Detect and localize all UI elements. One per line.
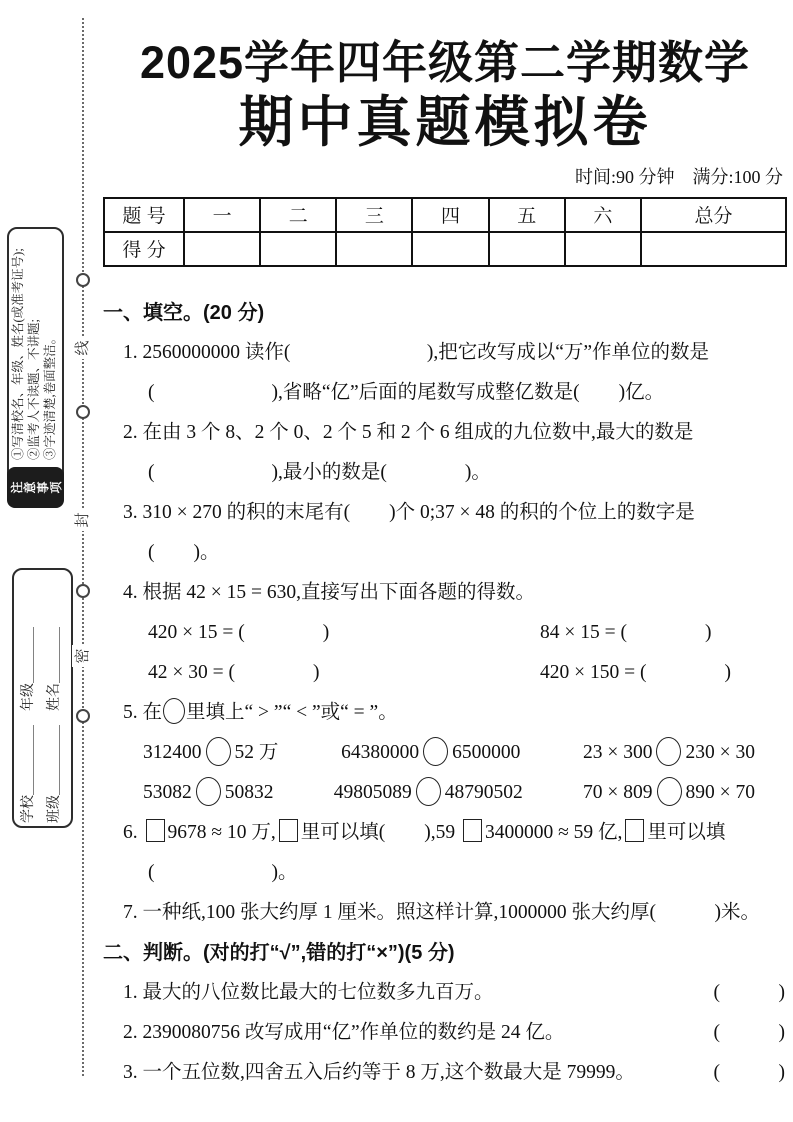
seal-char-feng: 封 (72, 509, 94, 531)
fill-q6-seg1: 6. (123, 821, 143, 843)
judge-q2 (103, 1013, 787, 1053)
fill-q5-row1 (103, 733, 787, 773)
exam-title-line2: 期中真题模拟卷 (238, 91, 652, 153)
notice-tab (7, 467, 64, 508)
notice-line-1: ①写清校名、年级、姓名(或准考证号); (11, 248, 25, 460)
compare-circle-icon (416, 777, 441, 806)
compare-right: 6500000 (452, 741, 521, 763)
score-header-cell: 三 (336, 198, 412, 232)
compare-right: 50832 (224, 781, 274, 803)
fill-q4-line1: 4. 根据 42 × 15 = 630,直接写出下面各题的得数。 (123, 581, 535, 603)
fill-q1-line1: 1. 2560000000 读作( ),把它改写成以“万”作单位的数是 (123, 341, 710, 363)
compare-circle-icon (163, 698, 185, 724)
fill-q6-seg5: 里可以填 (647, 821, 726, 843)
judge-q3 (103, 1053, 787, 1093)
notice-line-2: ②监考人不读题、不讲题; (27, 319, 41, 460)
fill-q4-item2: 84 × 15 = ( ) (540, 621, 712, 643)
fill-q6-line2: ( )。 (148, 861, 298, 883)
compare-item (143, 773, 274, 813)
seal-circle (76, 405, 90, 419)
score-cell-empty (260, 232, 336, 266)
score-cell-empty (184, 232, 260, 266)
compare-item (341, 733, 520, 773)
compare-item (334, 773, 523, 813)
notice-tab-char: 注 (9, 481, 24, 494)
question-sections (103, 293, 787, 1093)
compare-item (143, 733, 278, 773)
section1-heading: 一、填空。(20 分) (103, 301, 265, 324)
notice-tab-char: 意 (22, 481, 37, 494)
fill-q6-seg2: 9678 ≈ 10 万, (167, 821, 276, 843)
score-cell-empty (565, 232, 641, 266)
fill-q7-line1: 7. 一种纸,100 张大约厚 1 厘米。照这样计算,1000000 张大约厚( )米。 (123, 901, 760, 923)
fill-q6-seg4: 3400000 ≈ 59 亿, (484, 821, 623, 843)
compare-circle-icon (423, 737, 448, 766)
score-header-cell: 一 (184, 198, 260, 232)
fill-q5-intro-prefix: 5. 在 (123, 701, 163, 723)
fill-q4-item1: 420 × 15 = ( ) (148, 621, 330, 643)
score-cell-empty (641, 232, 786, 266)
compare-left: 23 × 300 (582, 741, 653, 763)
compare-left: 64380000 (341, 741, 420, 763)
fill-square-icon (463, 819, 482, 842)
fill-q2-line1: 2. 在由 3 个 8、2 个 0、2 个 5 和 2 个 6 组成的九位数中,最大的数是 (123, 421, 694, 443)
score-header-cell: 题 号 (104, 198, 184, 232)
judge-q1 (103, 973, 787, 1013)
fill-q1-line2: ( ),省略“亿”后面的尾数写成整亿数是( )亿。 (148, 381, 665, 403)
judge-q2-text: 2. 2390080756 改写成用“亿”作单位的数约是 24 亿。 (123, 1021, 565, 1043)
score-row-label: 得 分 (104, 232, 184, 266)
fill-q6-seg3: 里可以填( ),59 (300, 821, 460, 843)
fill-q2-line2: ( ),最小的数是( )。 (148, 461, 491, 483)
score-header-cell: 总分 (641, 198, 786, 232)
fill-q6-line1 (103, 813, 787, 853)
notice-line-3: ③字迹清楚,卷面整洁。 (43, 331, 57, 460)
score-table-score-row (104, 232, 786, 266)
compare-item (583, 733, 755, 773)
judge-q2-answer-blank: ( ) (713, 1021, 785, 1043)
score-header-cell: 二 (260, 198, 336, 232)
compare-item (583, 773, 755, 813)
fill-q4-row2 (103, 653, 787, 693)
compare-circle-icon (196, 777, 221, 806)
score-table (103, 197, 787, 267)
fill-square-icon (625, 819, 644, 842)
fill-q5-row2 (103, 773, 787, 813)
compare-circle-icon (206, 737, 231, 766)
notice-text (10, 232, 58, 460)
seal-dotted-line (82, 18, 84, 1076)
compare-left: 70 × 809 (583, 781, 653, 803)
score-cell-empty (412, 232, 488, 266)
time-score-info: 时间:90 分钟 满分:100 分 (574, 166, 783, 187)
exam-content (103, 0, 787, 1093)
compare-right: 890 × 70 (685, 781, 755, 803)
student-info-fields (16, 573, 68, 823)
class-name-fields: 班级＿＿＿＿＿ 姓名＿＿＿＿ (47, 627, 62, 823)
seal-char-mi: 密 (72, 645, 94, 667)
compare-right: 230 × 30 (685, 741, 755, 763)
seal-circle (76, 273, 90, 287)
fill-q4-row1 (103, 613, 787, 653)
judge-q3-answer-blank: ( ) (713, 1061, 785, 1083)
score-cell-empty (489, 232, 565, 266)
section2-heading: 二、判断。(对的打“√”,错的打“×”)(5 分) (103, 941, 455, 964)
judge-q1-answer-blank: ( ) (713, 981, 785, 1003)
compare-left: 53082 (143, 781, 192, 803)
score-header-cell: 五 (489, 198, 565, 232)
school-grade-fields: 学校＿＿＿＿＿ 年级＿＿＿＿ (21, 627, 36, 823)
compare-right: 48790502 (444, 781, 523, 803)
score-header-cell: 六 (565, 198, 641, 232)
compare-circle-icon (656, 737, 681, 766)
notice-tab-char: 项 (48, 481, 63, 494)
fill-q5-intro-suffix: 里填上“ > ”“ < ”或“ = ”。 (186, 701, 398, 723)
judge-q3-text: 3. 一个五位数,四舍五入后约等于 8 万,这个数最大是 79999。 (123, 1061, 635, 1083)
fill-square-icon (279, 819, 298, 842)
compare-left: 312400 (143, 741, 202, 763)
compare-right: 52 万 (234, 741, 279, 763)
fill-q5-intro (103, 693, 787, 733)
score-header-cell: 四 (412, 198, 488, 232)
score-cell-empty (336, 232, 412, 266)
fill-q4-item3: 42 × 30 = ( ) (148, 661, 320, 683)
seal-circle (76, 584, 90, 598)
fill-q3-line1: 3. 310 × 270 的积的末尾有( )个 0;37 × 48 的积的个位上的数字是 (123, 501, 695, 523)
compare-left: 49805089 (333, 781, 412, 803)
seal-circle (76, 709, 90, 723)
exam-title-line1: 2025学年四年级第二学期数学 (139, 37, 751, 88)
seal-char-xian: 线 (72, 337, 94, 359)
fill-q4-item4: 420 × 150 = ( ) (540, 661, 731, 683)
fill-square-icon (146, 819, 165, 842)
judge-q1-text: 1. 最大的八位数比最大的七位数多九百万。 (123, 981, 494, 1003)
compare-circle-icon (657, 777, 682, 806)
score-table-header-row (104, 198, 786, 232)
fill-q3-line2: ( )。 (148, 541, 220, 563)
notice-tab-char: 事 (35, 481, 50, 494)
